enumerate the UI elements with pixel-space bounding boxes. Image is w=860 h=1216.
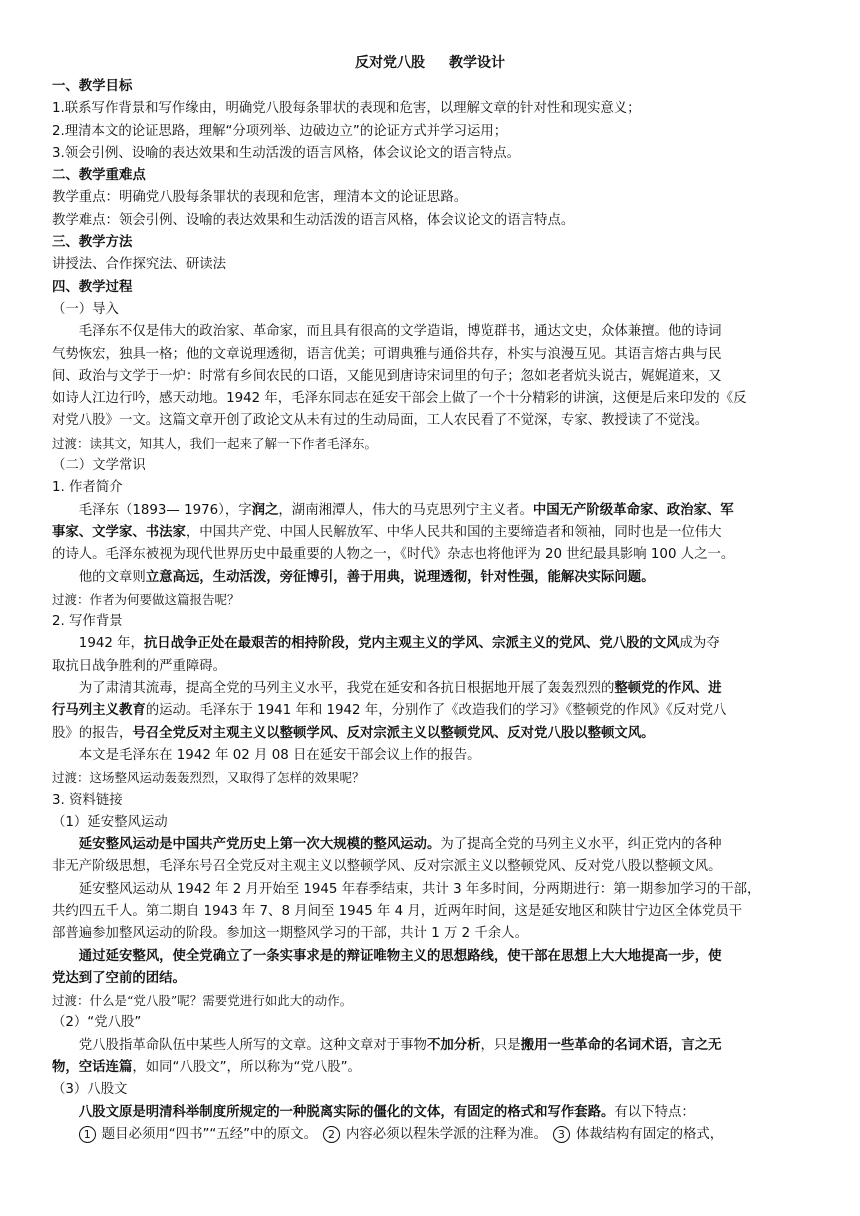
section-heading-difficulty: 二、教学重难点	[52, 168, 146, 184]
text-run: 党八股指革命队伍中某些人所写的文章。这种文章对于事物	[78, 1037, 427, 1053]
paragraph-line: 毛泽东不仅是伟大的政治家、革命家，而且具有很高的文学造诣，博览群书，通达文史，众体兼擅。他的诗词	[78, 324, 722, 340]
paragraph-line: 本文是毛泽东在 1942 年 02 月 08 日在延安干部会议上作的报告。	[78, 747, 481, 763]
paragraph-line: 间、政治与文学于一炉：时常有乡间农民的口语，又能见到唐诗宋词里的句子；忽如老者炕头说古，娓娓道来，又	[52, 368, 722, 384]
title-main: 反对党八股	[355, 55, 425, 71]
text-run: ，湖南湘潭人，伟大的马克思列宁主义者。	[278, 502, 533, 518]
paragraph-line: 如诗人江边行吟，感天动地。1942 年，毛泽东同志在延安干部会上做了一个十分精彩的讲演，这便是后来印发的《反	[52, 391, 747, 407]
feature-text: 体裁结构有固定的格式，	[575, 1126, 724, 1142]
intro-label: （一）导入	[52, 301, 119, 317]
goal-item: 2.理清本文的论证思路，理解“分项列举、边破边立”的论证方式并学习运用；	[52, 123, 508, 139]
text-run: ，如同“八股文”，所以称为“党八股”。	[132, 1060, 361, 1076]
paragraph-line: 取抗日战争胜利的严重障碍。	[52, 658, 227, 674]
paragraph-line: 党达到了空前的团结。	[52, 970, 186, 986]
paragraph-line	[52, 678, 808, 700]
section-heading-method: 三、教学方法	[52, 235, 133, 251]
paragraph-line: 通过延安整风，使全党确立了一条实事求是的辩证唯物主义的思想路线，使干部在思想上大大地提高一步，使	[78, 948, 722, 964]
bold-run: 中国无产阶级革命家、政治家、军	[532, 502, 734, 518]
method-text: 讲授法、合作探究法、研读法	[52, 257, 227, 273]
text-run: ，只是	[480, 1037, 521, 1053]
text-run: ，中国共产党、中国人民解放军、中华人民共和国的主要缔造者和领袖，同时也是一位伟大	[185, 524, 722, 540]
goal-item: 1.联系写作背景和写作缘由，明确党八股每条罪状的表现和危害，以理解文章的针对性和现实意义；	[52, 101, 641, 117]
paragraph-line: 共约四五千人。第二期自 1943 年 7、8 月间至 1945 年 4 月，近两年时间，这是延安地区和陕甘宁边区全体党员干	[52, 903, 743, 919]
paragraph-line	[52, 522, 808, 544]
difficulty-item: 教学难点：领会引例、设喻的表达效果和生动活泼的语言风格，体会议论文的语言特点。	[52, 212, 575, 228]
paragraph-line: 气势恢宏，独具一格；他的文章说理透彻，语言优美；可谓典雅与通俗共存，朴实与浪漫互见。其语言熔古典与民	[52, 346, 722, 362]
bold-run: 整顿党的作风、进	[614, 681, 722, 697]
feature-text: 题目必须用“四书”“五经”中的原文。	[101, 1126, 318, 1142]
background-paragraph	[52, 633, 808, 767]
number-circle-icon: 3	[553, 1126, 570, 1143]
text-run: 的运动。毛泽东于 1941 年和 1942 年，分别作了《改造我们的学习》《整顿党的作风》《反对党八	[145, 703, 727, 719]
text-run: 为了提高全党的马列主义水平，纠正党内的各种	[440, 837, 722, 853]
features-line	[52, 1124, 808, 1146]
bold-run: 立意高远，生动活泼，旁征博引，善于用典，说理透彻，针对性强，能解决实际问题。	[145, 569, 655, 585]
document-title	[52, 52, 808, 76]
bold-run: 润之	[251, 502, 279, 518]
dbg-paragraph	[52, 1035, 808, 1080]
paragraph-line	[52, 1102, 808, 1124]
text-run: 1942 年，	[78, 636, 144, 652]
paragraph-line	[52, 500, 808, 522]
transition-text: 过渡：什么是“党八股”呢？需要党进行如此大的动作。	[52, 993, 353, 1009]
paragraph-line	[52, 1035, 808, 1057]
section-heading-goal: 一、教学目标	[52, 79, 133, 94]
bold-run: 延安整风运动是中国共产党历史上第一次大规模的整风运动。	[78, 837, 441, 853]
goal-item: 3.领会引例、设喻的表达效果和生动活泼的语言风格，体会议论文的语言特点。	[52, 145, 521, 161]
text-run: 毛泽东（1893— 1976），字	[78, 502, 252, 518]
author-label: 1. 作者简介	[52, 480, 123, 496]
intro-paragraph	[52, 321, 808, 432]
text-run: 他的文章则	[78, 569, 146, 585]
dbg-label: （2）“党八股”	[52, 1015, 142, 1031]
paragraph-line: 对党八股》一文。这篇文章开创了政论文从未有过的生动局面，工人农民看了不觉深，专家、教授读了不觉浅。	[52, 413, 709, 429]
bold-run: 物，空话连篇	[52, 1060, 133, 1076]
number-circle-icon: 2	[323, 1126, 340, 1143]
title-sub: 教学设计	[449, 55, 505, 71]
bold-run: 行马列主义教育	[52, 703, 146, 719]
text-run: 股》的报告，	[52, 725, 133, 741]
paragraph-line	[52, 1057, 808, 1079]
paragraph-line: 部普遍参加整风运动的阶段。参加这一期整风学习的干部，共计 1 万 2 千余人。	[52, 926, 528, 942]
bold-run: 搬用一些革命的名词术语，言之无	[520, 1037, 722, 1053]
difficulty-item: 教学重点：明确党八股每条罪状的表现和危害，理清本文的论证思路。	[52, 190, 468, 206]
paragraph-line: 延安整风运动从 1942 年 2 月开始至 1945 年春季结束，共计 3 年多时间，分两期进行：第一期参加学习的干部，	[78, 881, 761, 897]
text-run: 有以下特点：	[614, 1104, 695, 1120]
text-run: 为了肃清其流毒，提高全党的马列主义水平，我党在延安和各抗日根据地开展了轰轰烈烈的	[78, 681, 615, 697]
background-label: 2. 写作背景	[52, 614, 123, 630]
bgw-label: （3）八股文	[52, 1082, 128, 1098]
paragraph-line	[52, 700, 808, 722]
bold-run: 八股文原是明清科举制度所规定的一种脱离实际的僵化的文体，有固定的格式和写作套路。	[78, 1104, 615, 1120]
paragraph-line	[52, 567, 808, 589]
yanan-paragraph	[52, 834, 808, 990]
feature-text: 内容必须以程朱学派的注释为准。	[346, 1126, 547, 1142]
literary-label: （二）文学常识	[52, 458, 146, 474]
transition-text: 过渡：读其文，知其人，我们一起来了解一下作者毛泽东。	[52, 435, 378, 451]
bold-run: 号召全党反对主观主义以整顿学风、反对宗派主义以整顿党风、反对党八股以整顿文风。	[132, 725, 655, 741]
author-paragraph	[52, 500, 808, 589]
number-circle-icon: 1	[79, 1126, 96, 1143]
paragraph-line	[52, 834, 808, 856]
bold-run: 不加分析	[426, 1037, 481, 1053]
transition-text: 过渡：这场整风运动轰轰烈烈，又取得了怎样的效果呢？	[52, 770, 365, 786]
material-label: 3. 资料链接	[52, 792, 123, 808]
paragraph-line	[52, 723, 808, 745]
bold-run: 事家、文学家、书法家	[52, 524, 186, 540]
paragraph-line: 的诗人。毛泽东被视为现代世界历史中最重要的人物之一，《时代》杂志也将他评为 20 世纪最具影响 100 人之一。	[52, 547, 735, 563]
section-heading-process: 四、教学过程	[52, 279, 133, 295]
text-run: 成为夺	[679, 636, 720, 652]
transition-text: 过渡：作者为何要做这篇报告呢？	[52, 591, 240, 607]
paragraph-line: 非无产阶级思想，毛泽东号召全党反对主观主义以整顿学风、反对宗派主义以整顿党风、反对党八股以整顿文风。	[52, 859, 722, 875]
yanan-label: （1）延安整风运动	[52, 814, 168, 830]
bgw-paragraph	[52, 1102, 808, 1147]
bold-run: 抗日战争正处在最艰苦的相持阶段，党内主观主义的学风、宗派主义的党风、党八股的文风	[143, 636, 680, 652]
paragraph-line	[52, 633, 808, 655]
